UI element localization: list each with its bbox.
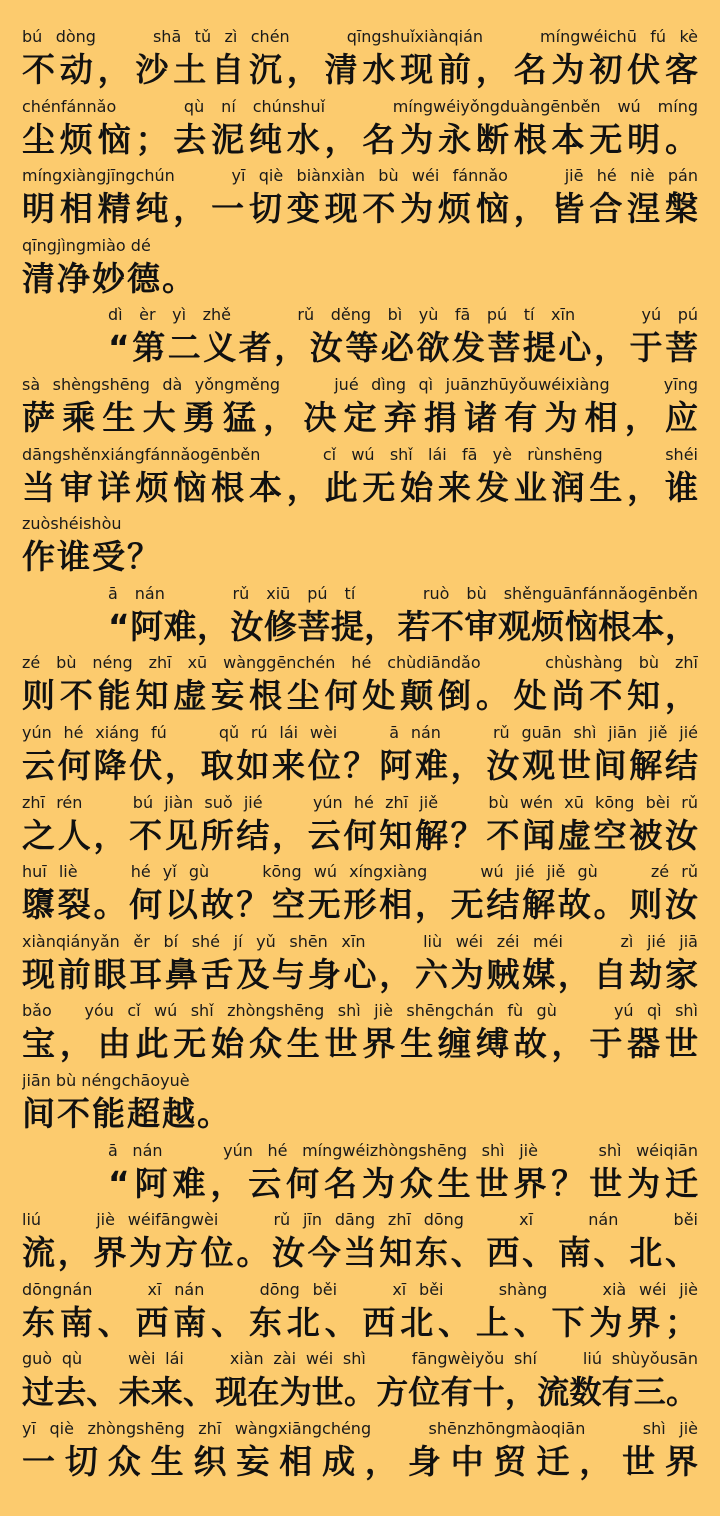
hanzi-row: 流，界为方位。汝今当知东、西、南、北、 bbox=[22, 1233, 698, 1273]
pinyin-row: dì èr yì zhě rǔ děng bì yù fā pú tí xīn yú pú bbox=[108, 305, 698, 325]
text-line-3 bbox=[22, 165, 698, 235]
text-line-12 bbox=[22, 792, 698, 862]
hanzi-row: “阿难，汝修菩提，若不审观烦恼根本， bbox=[108, 606, 698, 646]
pinyin-row: huī liè hé yǐ gù kōng wú xíngxiàng wú jié jiě gù zé rǔ bbox=[22, 862, 698, 882]
pinyin-row: ā nán rǔ xiū pú tí ruò bù shěnguānfánnǎogēnběn bbox=[108, 583, 698, 603]
hanzi-row: 宝，由此无始众生世界生缠缚故，于器世 bbox=[22, 1024, 698, 1064]
pinyin-row: guò qù wèi lái xiàn zài wéi shì fāngwèiyǒu shí liú shùyǒusān bbox=[22, 1349, 698, 1369]
hanzi-row: 过去、未来、现在为世。方位有十，流数有三。 bbox=[22, 1373, 698, 1412]
text-line-20 bbox=[22, 1348, 698, 1418]
hanzi-row: 清净妙德。 bbox=[22, 258, 197, 298]
pinyin-row: yī qiè zhòngshēng zhī wàngxiāngchéng shēnzhōngmàoqiān shì jiè bbox=[22, 1418, 698, 1438]
hanzi-row: 当审详烦恼根本，此无始来发业润生，谁 bbox=[22, 467, 698, 507]
pinyin-row: xiànqiányǎn ěr bí shé jí yǔ shēn xīn liù wéi zéi méi zì jié jiā bbox=[22, 931, 698, 951]
text-line-8 bbox=[22, 513, 698, 583]
text-line-5 bbox=[22, 304, 698, 374]
hanzi-row: 明相精纯，一切变现不为烦恼，皆合涅槃 bbox=[22, 189, 698, 229]
text-line-17 bbox=[22, 1140, 698, 1210]
hanzi-row: 萨乘生大勇猛，决定弃捐诸有为相，应 bbox=[22, 397, 698, 437]
pinyin-row: yún hé xiáng fú qǔ rú lái wèi ā nán rǔ guān shì jiān jiě jié bbox=[22, 722, 698, 742]
pinyin-row: sà shèngshēng dà yǒngměng jué dìng qì juānzhūyǒuwéixiàng yīng bbox=[22, 374, 698, 394]
hanzi-row: 隳裂。何以故？空无形相，无结解故。则汝 bbox=[22, 885, 698, 925]
text-line-13 bbox=[22, 861, 698, 931]
pinyin-row: bǎo yóu cǐ wú shǐ zhòngshēng shì jiè shēngchán fù gù yú qì shì bbox=[22, 1001, 698, 1021]
hanzi-row: 东南、西南、东北、西北、上、下为界； bbox=[22, 1302, 698, 1342]
hanzi-row: 之人，不见所结，云何知解？不闻虚空被汝 bbox=[22, 815, 698, 855]
hanzi-row: 尘烦恼；去泥纯水，名为永断根本无明。 bbox=[22, 119, 698, 159]
pinyin-row: dāngshěnxiángfánnǎogēnběn cǐ wú shǐ lái fā yè rùnshēng shéi bbox=[22, 444, 698, 464]
hanzi-row: 一切众生织妄相成，身中贸迁，世界 bbox=[22, 1441, 698, 1481]
hanzi-row: 则不能知虚妄根尘何处颠倒。处尚不知， bbox=[22, 676, 698, 716]
pinyin-row: bú dòng shā tǔ zì chén qīngshuǐxiànqián míngwéichū fú kè bbox=[22, 27, 698, 46]
pinyin-row: qīngjìngmiào dé bbox=[22, 235, 151, 255]
hanzi-row: “阿难，云何名为众生世界？世为迁 bbox=[108, 1163, 698, 1203]
text-line-4 bbox=[22, 235, 698, 305]
text-line-2 bbox=[22, 96, 698, 166]
hanzi-row: 作谁受？ bbox=[22, 537, 162, 577]
text-line-14 bbox=[22, 931, 698, 1001]
text-line-11 bbox=[22, 722, 698, 792]
pinyin-row: liú jiè wéifāngwèi rǔ jīn dāng zhī dōng xī nán běi bbox=[22, 1210, 698, 1230]
pinyin-row: zuòshéishòu bbox=[22, 514, 122, 534]
pinyin-row: jiān bù néngchāoyuè bbox=[22, 1070, 190, 1090]
text-line-9 bbox=[22, 583, 698, 653]
text-line-6 bbox=[22, 374, 698, 444]
pinyin-row: zhī rén bú jiàn suǒ jié yún hé zhī jiě bù wén xū kōng bèi rǔ bbox=[22, 792, 698, 812]
text-line-7 bbox=[22, 444, 698, 514]
hanzi-row: 云何降伏，取如来位？阿难，汝观世间解结 bbox=[22, 745, 698, 785]
pinyin-row: míngxiàngjīngchún yī qiè biànxiàn bù wéi fánnǎo jiē hé niè pán bbox=[22, 166, 698, 186]
pinyin-row: chénfánnǎo qù ní chúnshuǐ míngwéiyǒngduàngēnběn wú míng bbox=[22, 96, 698, 116]
text-line-15 bbox=[22, 1000, 698, 1070]
text-line-10 bbox=[22, 652, 698, 722]
text-line-18 bbox=[22, 1209, 698, 1279]
pinyin-row: zé bù néng zhī xū wànggēnchén hé chùdiāndǎo chùshàng bù zhī bbox=[22, 653, 698, 673]
hanzi-row: 不动，沙土自沉，清水现前，名为初伏客 bbox=[22, 50, 698, 89]
hanzi-row: 间不能超越。 bbox=[22, 1093, 232, 1133]
hanzi-row: 现前眼耳鼻舌及与身心，六为贼媒，自劫家 bbox=[22, 954, 698, 994]
pinyin-row: ā nán yún hé míngwéizhòngshēng shì jiè shì wéiqiān bbox=[108, 1140, 698, 1160]
hanzi-row: “第二义者，汝等必欲发菩提心，于菩 bbox=[108, 328, 698, 368]
text-line-1 bbox=[22, 26, 698, 96]
text-line-16 bbox=[22, 1070, 698, 1140]
pinyin-row: dōngnán xī nán dōng běi xī běi shàng xià wéi jiè bbox=[22, 1279, 698, 1299]
text-line-21 bbox=[22, 1418, 698, 1488]
text-line-19 bbox=[22, 1279, 698, 1349]
